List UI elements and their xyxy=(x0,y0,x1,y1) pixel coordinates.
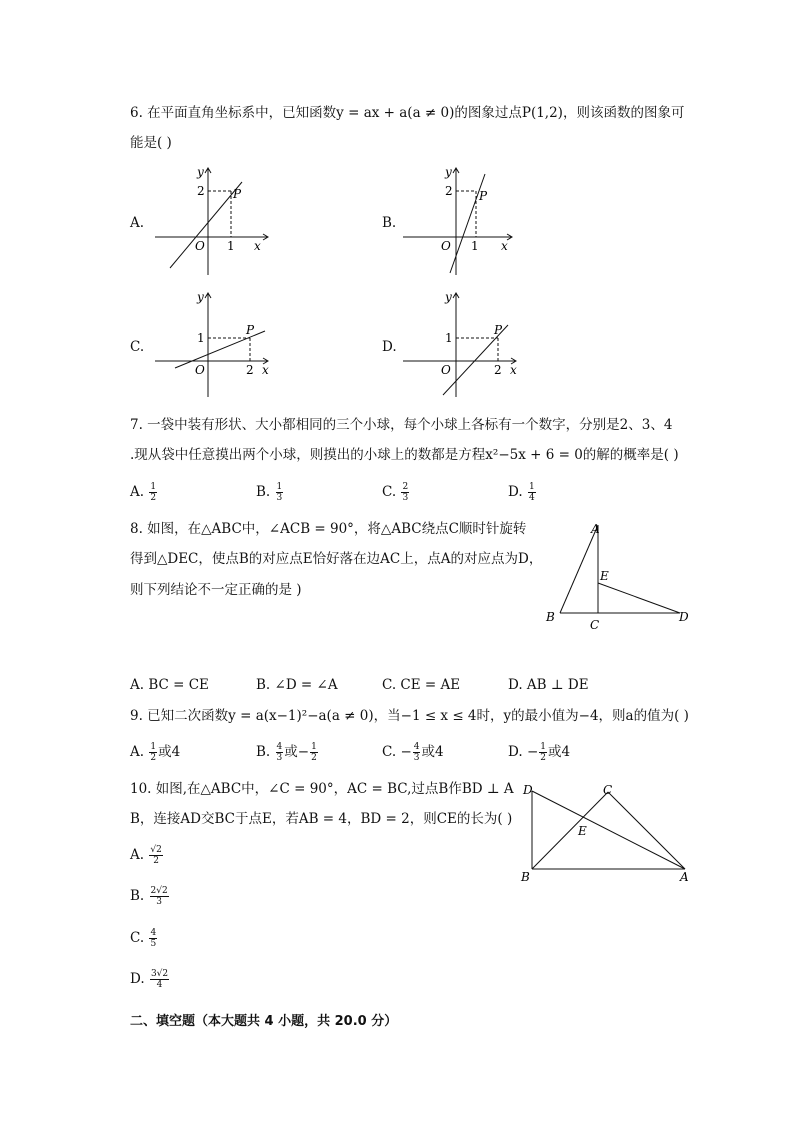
q7-option-a: A. $\frac{1}{2}$ xyxy=(130,482,157,503)
q6-option-a-label: A. xyxy=(130,215,145,231)
tick-2: 2 xyxy=(494,363,502,377)
y-axis-label: y xyxy=(197,290,204,304)
q7-option-c: C. $\frac{2}{3}$ xyxy=(382,482,409,503)
q10-figure xyxy=(515,778,700,888)
q8-option-a: A. BC = CE xyxy=(130,677,209,693)
point-p-label: P xyxy=(246,323,255,337)
vertex-c-label: C xyxy=(603,783,613,797)
q6-graph-c xyxy=(150,285,275,400)
q6-stem-line2: 能是( ) xyxy=(130,135,172,151)
y-axis-label: y xyxy=(197,165,204,179)
q7-option-b: B. $\frac{1}{3}$ xyxy=(256,482,283,503)
x-axis-label: x xyxy=(501,239,508,253)
y-axis-label: y xyxy=(445,290,452,304)
q10-stem-line1: 10. 如图,在△ABC中，∠C = 90°，AC = BC,过点B作BD ⊥ A xyxy=(130,781,514,797)
q6-stem-line1: 6. 在平面直角坐标系中，已知函数y = ax + a(a ≠ 0)的图象过点P(1,2)，则该函数的图象可 xyxy=(130,105,685,121)
origin-label: O xyxy=(441,363,451,377)
tick-2: 2 xyxy=(246,363,254,377)
x-axis-label: x xyxy=(254,239,261,253)
q7-stem-line1: 7. 一袋中装有形状、大小都相同的三个小球，每个小球上各标有一个数字，分别是2、3、4 xyxy=(130,417,673,433)
vertex-e-label: E xyxy=(578,824,587,838)
q7-option-d: D. $\frac{1}{4}$ xyxy=(508,482,535,503)
q8-stem-line1: 8. 如图，在△ABC中，∠ACB = 90°，将△ABC绕点C顺时针旋转 xyxy=(130,521,527,537)
q9-option-b: B. $\frac{4}{3}$ 或− $\frac{1}{2}$ xyxy=(256,742,317,763)
tick-1: 1 xyxy=(227,239,235,253)
point-p-label: P xyxy=(494,323,503,337)
y-axis-label: y xyxy=(445,165,452,179)
vertex-d-label: D xyxy=(679,610,689,624)
q6-graph-b xyxy=(398,160,523,280)
q6-option-d-label: D. xyxy=(382,339,397,355)
q10-option-c: C. $\frac{4}{5}$ xyxy=(130,928,157,949)
origin-label: O xyxy=(195,239,205,253)
tick-1: 1 xyxy=(197,331,205,345)
q9-option-d: D. − $\frac{1}{2}$ 或4 xyxy=(508,742,571,763)
q6-graph-d xyxy=(398,285,523,400)
q6-graph-a xyxy=(150,160,275,280)
vertex-a-label: A xyxy=(591,522,600,536)
tick-2: 2 xyxy=(445,184,453,198)
point-p-label: P xyxy=(233,187,242,201)
q10-stem-line2: B，连接AD交BC于点E，若AB = 4，BD = 2，则CE的长为( ) xyxy=(130,811,513,827)
q8-option-b: B. ∠D = ∠A xyxy=(256,677,338,693)
vertex-b-label: B xyxy=(521,870,530,884)
point-p-label: P xyxy=(479,189,488,203)
q8-figure xyxy=(540,515,700,635)
q7-stem-line2: .现从袋中任意摸出两个小球，则摸出的小球上的数都是方程x²−5x + 6 = 0的解的概率是( ) xyxy=(130,447,679,463)
tick-2: 2 xyxy=(197,184,205,198)
q9-option-a: A. $\frac{1}{2}$ 或4 xyxy=(130,742,181,763)
q8-stem-line3: 则下列结论不一定正确的是 ) xyxy=(130,582,302,598)
vertex-e-label: E xyxy=(600,569,609,583)
origin-label: O xyxy=(441,239,451,253)
q10-option-d: D. $\frac{3√2}{4}$ xyxy=(130,969,169,990)
vertex-a-label: A xyxy=(680,870,689,884)
q9-stem-line1: 9. 已知二次函数y = a(x−1)²−a(a ≠ 0)，当−1 ≤ x ≤ 4时，y的最小值为−4，则a的值为( ) xyxy=(130,708,689,724)
tick-1: 1 xyxy=(445,331,453,345)
q10-option-a: A. $\frac{√2}{2}$ xyxy=(130,845,162,866)
x-axis-label: x xyxy=(262,363,269,377)
q8-option-d: D. AB ⊥ DE xyxy=(508,677,589,693)
q8-stem-line2: 得到△DEC，使点B的对应点E恰好落在边AC上，点A的对应点为D， xyxy=(130,551,543,567)
vertex-d-label: D xyxy=(523,783,533,797)
q6-option-b-label: B. xyxy=(382,215,397,231)
vertex-c-label: C xyxy=(590,618,600,632)
x-axis-label: x xyxy=(510,363,517,377)
q8-option-c: C. CE = AE xyxy=(382,677,461,693)
q6-option-c-label: C. xyxy=(130,339,145,355)
section-heading-fill-in: 二、填空题（本大题共 4 小题，共 20.0 分） xyxy=(130,1014,398,1029)
vertex-b-label: B xyxy=(546,610,555,624)
q10-option-b: B. $\frac{2√2}{3}$ xyxy=(130,886,168,907)
tick-1: 1 xyxy=(471,239,479,253)
origin-label: O xyxy=(195,363,205,377)
q9-option-c: C. − $\frac{4}{3}$ 或4 xyxy=(382,742,444,763)
